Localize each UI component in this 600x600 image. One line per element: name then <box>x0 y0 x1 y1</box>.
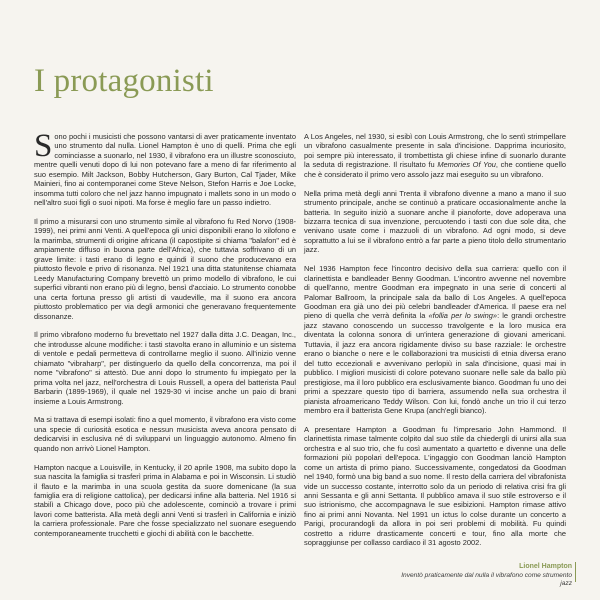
page-title: I protagonisti <box>34 63 214 99</box>
paragraph: Ma si trattava di esempi isolati: fino a quel momento, il vibrafono era visto come una specie di curiosità esotica e nessun musicista aveva ancora pensato di dedicarvisi in esclusiva né di svilupparvi un linguaggio autonomo. Almeno fin quando non arrivò Lionel Hampton. <box>34 415 296 453</box>
paragraph: A presentare Hampton a Goodman fu l'impresario John Hammond. Il clarinettista rimase talmente colpito dal suo stile da chiedergli di unirsi alla sua orchestra e al suo trio, che fu così aumentato a quartetto e divenne una delle formazioni più popolari dell'epoca. L'ingaggio con Goodman lanciò Hampton come un artista di primo piano. Successivamente, congedatosi da Goodman nel 1940, formò una big band a suo nome. Il resto della carriera del vibrafonista vide un successo costante, interrotto solo da un periodo di relativa crisi fra gli anni Sessanta e gli anni Settanta. Il pubblico amava il suo stile estroverso e il suo istrionismo, che accompagnava le sue esibizioni. Hampton rimase attivo fino ai primi anni Novanta. Nel 1991 un ictus lo colse durante un concerto a Parigi, procurandogli da allora in poi seri problemi di mobilità. Fu quindi costretto a ridurre drasticamente concerti e tour, fino alla morte che sopraggiunse per collasso cardiaco il 31 agosto 2002. <box>304 424 566 548</box>
paragraph: Nella prima metà degli anni Trenta il vibrafono divenne a mano a mano il suo strumento principale, anche se continuò a praticare occasionalmente anche la batteria. In seguito iniziò a suonare anche il pianoforte, dove adoperava una bizzarra tecnica di sua invenzione, percuotendo i tasti con due sole dita, che venivano usate come i mazzuoli di un vibrafono. Ad ogni modo, si deve soprattutto a lui se il vibrafono entrò a far parte a pieno titolo dello strumentario jazz. <box>304 188 566 255</box>
paragraph-text: Nel 1936 Hampton fece l'incontro decisivo della sua carriera: quello con il clarinettista e bandleader Benny Goodman. L'incontro avvenne nel novembre di quell'anno, mentre Goodman era impegnato in una serie di concerti al Palomar Ballroom, la principale sala da ballo di Los Angeles. A quell'epoca Goodman era già uno dei più celebri bandleader d'America. Il paese era nel pieno di quella che verrà definita la <box>304 264 566 321</box>
caption-text: Inventò praticamente dal nulla il vibrafono come strumento jazz <box>401 571 572 587</box>
song-title: Memories Of You <box>437 160 496 170</box>
paragraph: Il primo a misurarsi con uno strumento simile al vibrafono fu Red Norvo (1908-1999), nei primi anni Venti. A quell'epoca gli unici disponibili erano lo xilofono e la marimba, strumenti di origine africana (il capostipite si chiama "balafon" ed è ampiamente diffuso in buona parte dell'Africa), che tuttavia soffrivano di un grave limite: i tasti erano di legno e quindi il suono che producevano era piuttosto flevole e privo di risonanza. Nel 1921 una ditta statunitense chiamata Leedy Manufacturing Company brevettò un primo modello di vibrafono, le cui superfici vibranti non erano più di legno, bensì d'acciaio. Lo strumento conobbe una certa fortuna presso gli artisti di vaudeville, ma il suono era ancora piuttosto problematico per via degli armonici che generavano frequentemente dissonanze. <box>34 217 296 321</box>
paragraph-text: A Los Angeles, nel 1930, si esibì con Louis Armstrong, che lo sentì strimpellare un vibrafono casualmente presente in sala d'incisione. Dapprima incuriosito, poi sempre più interessato, il trombettista gli chiese infine di suonarlo durante la seduta di registrazione. Il risultato fu <box>304 132 566 170</box>
left-column <box>34 128 296 548</box>
paragraph: Hampton nacque a Louisville, in Kentucky, il 20 aprile 1908, ma subito dopo la sua nascita la famiglia si trasferì prima in Alabama e poi in Wisconsin. Li studiò il flauto e la marimba in una scuola gestita da suore domenicane (la sua famiglia era di religione cattolica), per dedicarsi infine alla batteria. Nel 1916 si stabilì a Chicago dove, poco più che adolescente, cominciò a trovare i primi lavori come batterista. Alla metà degli anni Venti si trasferì in California e iniziò la carriera professionale. Pare che fosse specializzato nel suonare eseguendo contemporaneamente trucchetti e giochi di abilità con le bacchette. <box>34 462 296 538</box>
quoted-phrase: «follia per lo swing» <box>428 311 498 321</box>
caption-name: Lionel Hampton <box>519 563 572 570</box>
paragraph <box>304 132 566 179</box>
caption-divider <box>575 562 576 582</box>
paragraph-text: : le grandi orchestre jazz stavano conoscendo un successo travolgente e la loro musica era diventata la colonna sonora di un'intera generazione di giovani americani. Tuttavia, il jazz era ancora rigidamente diviso su base razziale: le orchestre erano o bianche o nere e le collaborazioni tra musicisti di etnia diversa erano del tutto eccezionali e avvenivano perlopiù in sala d'incisione, quasi mai in pubblico. I migliori musicisti di colore potevano suonare nelle sale da ballo più prestigiose, ma il loro pubblico era esclusivamente bianco. Goodman fu uno dei primi a spezzare questo tipo di barriera, assumendo nella sua orchestra il pianista afroamericano Teddy Wilson. Con lui, fondò anche un trio il cui terzo membro era il batterista Gene Krupa (anch'egli bianco). <box>304 311 567 416</box>
photo-caption <box>400 563 572 589</box>
paragraph-text: , che contiene quello che è considerato il primo vero assolo jazz mai eseguito su un vibrafono. <box>304 160 566 179</box>
drop-cap: S <box>34 128 53 164</box>
paragraph-text: ono pochi i musicisti che possono vantarsi di aver praticamente inventato uno strumento dal nulla. Lionel Hampton è uno di quelli. Prima che egli cominciasse a suonarlo, nel 1930, il vibrafono era un illustre sconosciuto, mentre quelli venuti dopo di lui non potevano fare a meno di far riferimento al suo esempio. Milt Jackson, Bobby Hutcherson, Gary Burton, Cal Tjader, Mike Mainieri, fino ai contemporanei come Steve Nelson, Stefon Harris e Joe Locke, insomma tutti coloro che nel jazz hanno impugnato i mallets sono in un modo o nell'altro suoi figli o suoi nipoti. Ma forse è meglio fare un passo indietro. <box>34 132 296 208</box>
right-column <box>304 132 566 557</box>
paragraph <box>34 128 296 208</box>
paragraph: Il primo vibrafono moderno fu brevettato nel 1927 dalla ditta J.C. Deagan, Inc., che introdusse alcune modifiche: i tasti stavolta erano in alluminio e un sistema di ventole e pedali permetteva di controllarne meglio il suono. All'inizio venne chiamato "vibraharp", per distinguerlo da quello della concorrenza, ma poi il nome "vibrafono" si attestò. Due anni dopo lo strumento fu impiegato per la prima volta nel jazz, nell'orchestra di Louis Russell, a opera del batterista Paul Barbarin (1899-1969), il quale nel 1929-30 vi incise anche un paio di brani insieme a Louis Armstrong. <box>34 330 296 406</box>
paragraph <box>304 264 566 415</box>
